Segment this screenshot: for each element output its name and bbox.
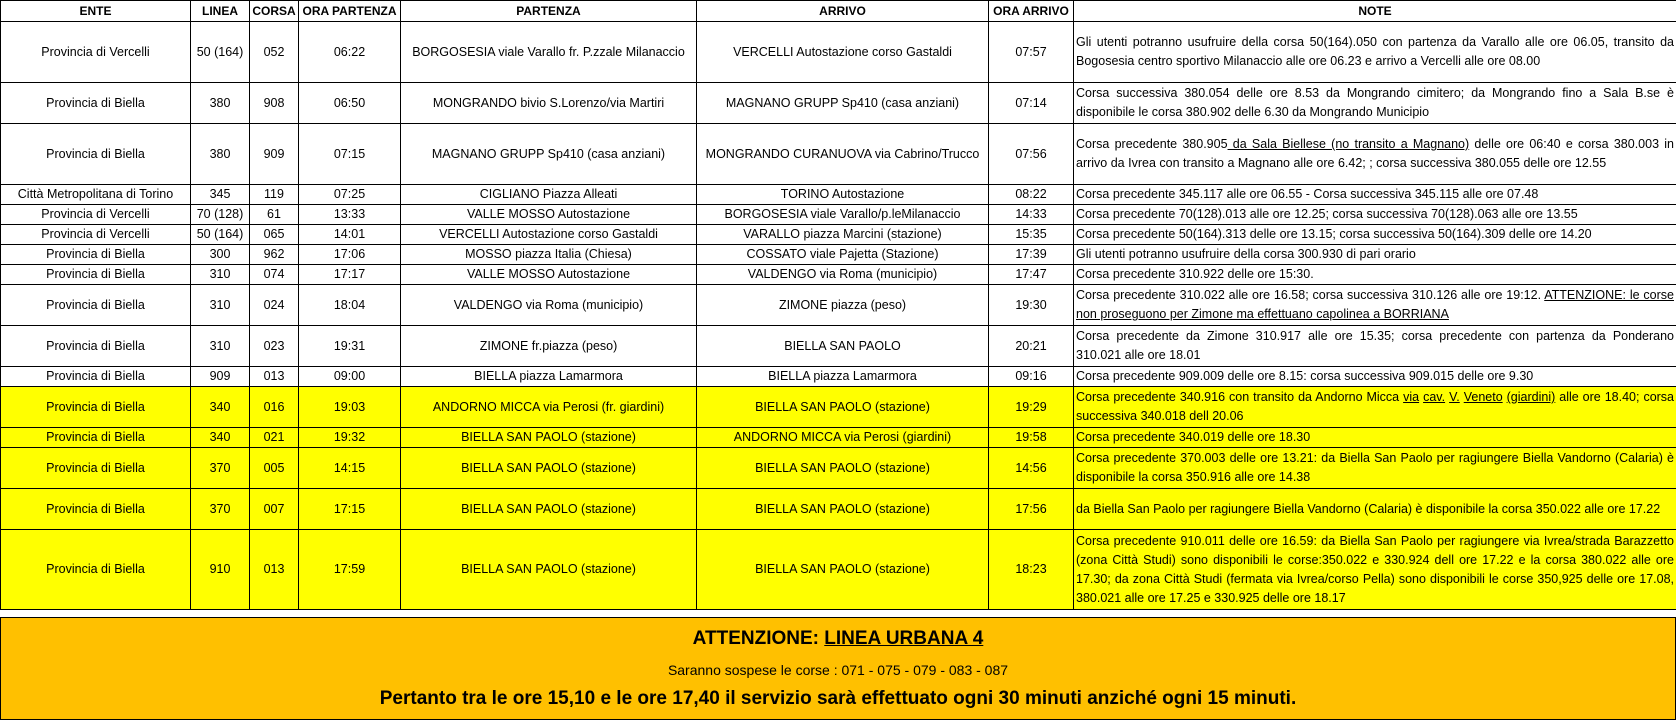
cell-partenza: BORGOSESIA viale Varallo fr. P.zzale Milanaccio [401, 22, 697, 83]
note-underlined-text: da Sala Biellese (no transito a Magnano) [1227, 137, 1470, 151]
cell-linea: 370 [191, 448, 250, 489]
table-row [1, 448, 1676, 489]
cell-note: Gli utenti potranno usufruire della corsa 50(164).050 con partenza da Varallo alle ore 06.05, transito da Bogosesia centro sportivo Milanaccio alle ore 06.23 e arrivo a Vercelli alle ore 08.00 [1074, 22, 1676, 83]
cell-corsa: 61 [250, 205, 299, 225]
cell-ente: Provincia di Vercelli [1, 205, 191, 225]
cell-note: Corsa precedente 50(164).313 delle ore 13.15; corsa successiva 50(164).309 delle ore 14.20 [1074, 225, 1676, 245]
note-text: alle ore 18.40; corsa successiva 340.018 dell 20.06 [1076, 390, 1675, 423]
table-row [1, 387, 1676, 428]
cell-corsa: 021 [250, 428, 299, 448]
cell-ente: Provincia di Biella [1, 448, 191, 489]
cell-ente: Provincia di Biella [1, 530, 191, 610]
cell-note [1074, 285, 1676, 326]
note-text: Corsa precedente 340.916 con transito da Andorno Micca [1076, 390, 1404, 404]
cell-partenza: ZIMONE fr.piazza (peso) [401, 326, 697, 367]
header-partenza: PARTENZA [401, 1, 697, 22]
cell-ora-partenza: 06:22 [299, 22, 401, 83]
cell-linea: 370 [191, 489, 250, 530]
cell-partenza: VALLE MOSSO Autostazione [401, 265, 697, 285]
cell-ora-arrivo: 09:16 [989, 367, 1074, 387]
cell-partenza: BIELLA SAN PAOLO (stazione) [401, 448, 697, 489]
cell-ora-arrivo: 07:57 [989, 22, 1074, 83]
cell-partenza: BIELLA SAN PAOLO (stazione) [401, 428, 697, 448]
cell-note: Corsa precedente 310.922 delle ore 15:30. [1074, 265, 1676, 285]
cell-arrivo: BIELLA SAN PAOLO (stazione) [697, 387, 989, 428]
cell-ora-partenza: 18:04 [299, 285, 401, 326]
cell-ente: Provincia di Biella [1, 285, 191, 326]
cell-corsa: 005 [250, 448, 299, 489]
cell-note: da Biella San Paolo per ragiungere Biella Vandorno (Calaria) è disponibile la corsa 350.022 alle ore 17.22 [1074, 489, 1676, 530]
table-row [1, 245, 1676, 265]
cell-arrivo: COSSATO viale Pajetta (Stazione) [697, 245, 989, 265]
cell-note: Corsa precedente da Zimone 310.917 alle ore 15.35; corsa precedente con partenza da Ponderano 310.021 alle ore 18.01 [1074, 326, 1676, 367]
notice-title [1, 628, 1675, 650]
table-row [1, 367, 1676, 387]
note-underlined-text: Veneto [1463, 390, 1503, 404]
cell-linea: 910 [191, 530, 250, 610]
cell-linea: 310 [191, 326, 250, 367]
cell-ora-partenza: 06:50 [299, 83, 401, 124]
cell-corsa: 024 [250, 285, 299, 326]
cell-note: Gli utenti potranno usufruire della corsa 300.930 di pari orario [1074, 245, 1676, 265]
notice-title-line: LINEA URBANA 4 [824, 628, 984, 649]
cell-corsa: 074 [250, 265, 299, 285]
header-arrivo: ARRIVO [697, 1, 989, 22]
table-row [1, 83, 1676, 124]
cell-ora-arrivo: 08:22 [989, 185, 1074, 205]
cell-ora-partenza: 19:32 [299, 428, 401, 448]
cell-ora-partenza: 19:03 [299, 387, 401, 428]
cell-ora-arrivo: 07:14 [989, 83, 1074, 124]
cell-corsa: 908 [250, 83, 299, 124]
cell-corsa: 013 [250, 530, 299, 610]
cell-note: Corsa precedente 340.019 delle ore 18.30 [1074, 428, 1676, 448]
cell-ora-arrivo: 17:47 [989, 265, 1074, 285]
cell-ora-arrivo: 15:35 [989, 225, 1074, 245]
cell-corsa: 052 [250, 22, 299, 83]
cell-partenza: ANDORNO MICCA via Perosi (fr. giardini) [401, 387, 697, 428]
cell-note [1074, 387, 1676, 428]
cell-arrivo: BORGOSESIA viale Varallo/p.leMilanaccio [697, 205, 989, 225]
table-row [1, 225, 1676, 245]
cell-arrivo: VALDENGO via Roma (municipio) [697, 265, 989, 285]
cell-linea: 380 [191, 124, 250, 185]
notice-suspended-runs: Saranno sospese le corse : 071 - 075 - 079 - 083 - 087 [667, 662, 1009, 678]
cell-arrivo: BIELLA piazza Lamarmora [697, 367, 989, 387]
cell-linea: 340 [191, 387, 250, 428]
cell-arrivo: TORINO Autostazione [697, 185, 989, 205]
cell-ora-partenza: 07:25 [299, 185, 401, 205]
table-row [1, 124, 1676, 185]
cell-ora-partenza: 19:31 [299, 326, 401, 367]
cell-ora-arrivo: 17:39 [989, 245, 1074, 265]
cell-ora-arrivo: 20:21 [989, 326, 1074, 367]
cell-ente: Provincia di Biella [1, 245, 191, 265]
header-corsa: CORSA [250, 1, 299, 22]
cell-corsa: 962 [250, 245, 299, 265]
table-row [1, 22, 1676, 83]
cell-corsa: 909 [250, 124, 299, 185]
cell-ora-arrivo: 19:58 [989, 428, 1074, 448]
note-underlined-text: (giardini) [1506, 390, 1556, 404]
cell-ora-partenza: 07:15 [299, 124, 401, 185]
table-row [1, 205, 1676, 225]
cell-ora-arrivo: 14:56 [989, 448, 1074, 489]
cell-linea: 340 [191, 428, 250, 448]
cell-ora-partenza: 17:17 [299, 265, 401, 285]
cell-corsa: 065 [250, 225, 299, 245]
cell-ente: Provincia di Vercelli [1, 225, 191, 245]
cell-linea: 310 [191, 285, 250, 326]
cell-note: Corsa precedente 909.009 delle ore 8.15: corsa successiva 909.015 delle ore 9.30 [1074, 367, 1676, 387]
cell-ente: Provincia di Biella [1, 124, 191, 185]
attention-notice [0, 617, 1676, 720]
header-ente: ENTE [1, 1, 191, 22]
cell-ente: Provincia di Biella [1, 428, 191, 448]
cell-note [1074, 124, 1676, 185]
cell-partenza: BIELLA SAN PAOLO (stazione) [401, 489, 697, 530]
cell-note: Corsa precedente 910.011 delle ore 16.59: da Biella San Paolo per ragiungere via Ivrea/strada Barazzetto (zona Città Studi) sono disponibili le corse:350.022 e 330.924 dell ore 17.22 e la corsa 380.022 alle ore 17.30; da zona Città Studi (fermata via Ivrea/corso Pella) sono disponibili le corse 350,925 delle ore 17.08, 380.021 alle ore 17.25 e 330.925 delle ore 18.17 [1074, 530, 1676, 610]
table-row [1, 326, 1676, 367]
table-row [1, 185, 1676, 205]
cell-linea: 345 [191, 185, 250, 205]
note-underlined-text: ATTENZIONE: le corse non proseguono per Zimone ma effettuano capolinea a BORRIANA [1076, 288, 1674, 321]
cell-ente: Provincia di Biella [1, 489, 191, 530]
cell-corsa: 013 [250, 367, 299, 387]
cell-ente: Provincia di Biella [1, 265, 191, 285]
cell-partenza: VALDENGO via Roma (municipio) [401, 285, 697, 326]
cell-arrivo: ANDORNO MICCA via Perosi (giardini) [697, 428, 989, 448]
cell-ora-arrivo: 19:30 [989, 285, 1074, 326]
cell-ora-arrivo: 17:56 [989, 489, 1074, 530]
cell-partenza: BIELLA SAN PAOLO (stazione) [401, 530, 697, 610]
note-underlined-text: cav. [1423, 390, 1446, 404]
cell-ora-arrivo: 19:29 [989, 387, 1074, 428]
note-underlined-text: via [1403, 390, 1420, 404]
cell-arrivo: BIELLA SAN PAOLO (stazione) [697, 489, 989, 530]
cell-partenza: CIGLIANO Piazza Alleati [401, 185, 697, 205]
cell-linea: 50 (164) [191, 22, 250, 83]
cell-ora-arrivo: 07:56 [989, 124, 1074, 185]
note-text: Corsa precedente 380.905 [1076, 137, 1228, 151]
cell-arrivo: BIELLA SAN PAOLO (stazione) [697, 448, 989, 489]
cell-ente: Provincia di Biella [1, 367, 191, 387]
cell-linea: 50 (164) [191, 225, 250, 245]
cell-corsa: 016 [250, 387, 299, 428]
cell-arrivo: VARALLO piazza Marcini (stazione) [697, 225, 989, 245]
note-underlined-text: V. [1449, 390, 1460, 404]
cell-ente: Provincia di Biella [1, 83, 191, 124]
cell-ora-partenza: 09:00 [299, 367, 401, 387]
cell-note: Corsa successiva 380.054 delle ore 8.53 da Mongrando cimitero; da Mongrando fino a Sala B.se è disponibile le corsa 380.902 delle 6.30 da Mongrando Municipio [1074, 83, 1676, 124]
header-row [1, 1, 1676, 22]
cell-partenza: MONGRANDO bivio S.Lorenzo/via Martiri [401, 83, 697, 124]
cell-note: Corsa precedente 370.003 delle ore 13.21: da Biella San Paolo per ragiungere Biella Vandorno (Calaria) è disponibile la corsa 350.916 alle ore 14.38 [1074, 448, 1676, 489]
cell-partenza: VALLE MOSSO Autostazione [401, 205, 697, 225]
cell-linea: 70 (128) [191, 205, 250, 225]
cell-ente: Città Metropolitana di Torino [1, 185, 191, 205]
cell-ora-partenza: 17:06 [299, 245, 401, 265]
cell-partenza: MAGNANO GRUPP Sp410 (casa anziani) [401, 124, 697, 185]
header-linea: LINEA [191, 1, 250, 22]
cell-note: Corsa precedente 70(128).013 alle ore 12.25; corsa successiva 70(128).063 alle ore 13.55 [1074, 205, 1676, 225]
header-note: NOTE [1074, 1, 1676, 22]
cell-corsa: 023 [250, 326, 299, 367]
cell-arrivo: MONGRANDO CURANUOVA via Cabrino/Trucco [697, 124, 989, 185]
table-row [1, 530, 1676, 610]
cell-ente: Provincia di Biella [1, 387, 191, 428]
cell-ora-arrivo: 18:23 [989, 530, 1074, 610]
cell-partenza: VERCELLI Autostazione corso Gastaldi [401, 225, 697, 245]
header-ora-partenza: ORA PARTENZA [299, 1, 401, 22]
cell-linea: 909 [191, 367, 250, 387]
cell-partenza: BIELLA piazza Lamarmora [401, 367, 697, 387]
cell-ora-partenza: 14:01 [299, 225, 401, 245]
note-text: Corsa precedente 310.022 alle ore 16.58; corsa successiva 310.126 alle ore 19:12. [1076, 288, 1545, 302]
table-row [1, 285, 1676, 326]
cell-arrivo: BIELLA SAN PAOLO (stazione) [697, 530, 989, 610]
notice-title-prefix: ATTENZIONE: [692, 628, 825, 649]
cell-linea: 300 [191, 245, 250, 265]
cell-ente: Provincia di Biella [1, 326, 191, 367]
cell-linea: 310 [191, 265, 250, 285]
cell-ente: Provincia di Vercelli [1, 22, 191, 83]
cell-partenza: MOSSO piazza Italia (Chiesa) [401, 245, 697, 265]
note-text: delle ore 06:40 e corsa 380.003 in arrivo da Ivrea con transito a Magnano alle ore 6.42; ; corsa successiva 380.055 delle ore 12.55 [1076, 137, 1674, 170]
cell-arrivo: VERCELLI Autostazione corso Gastaldi [697, 22, 989, 83]
cell-ora-partenza: 13:33 [299, 205, 401, 225]
cell-ora-arrivo: 14:33 [989, 205, 1074, 225]
cell-ora-partenza: 17:15 [299, 489, 401, 530]
cell-ora-partenza: 17:59 [299, 530, 401, 610]
cell-ora-partenza: 14:15 [299, 448, 401, 489]
cell-corsa: 119 [250, 185, 299, 205]
table-row [1, 265, 1676, 285]
notice-service-change: Pertanto tra le ore 15,10 e le ore 17,40 il servizio sarà effettuato ogni 30 minuti anziché ogni 15 minuti. [379, 688, 1297, 709]
cell-note: Corsa precedente 345.117 alle ore 06.55 - Corsa successiva 345.115 alle ore 07.48 [1074, 185, 1676, 205]
cell-arrivo: BIELLA SAN PAOLO [697, 326, 989, 367]
header-ora-arrivo: ORA ARRIVO [989, 1, 1074, 22]
table-row [1, 428, 1676, 448]
table-row [1, 489, 1676, 530]
cell-arrivo: ZIMONE piazza (peso) [697, 285, 989, 326]
cell-arrivo: MAGNANO GRUPP Sp410 (casa anziani) [697, 83, 989, 124]
cell-corsa: 007 [250, 489, 299, 530]
cell-linea: 380 [191, 83, 250, 124]
